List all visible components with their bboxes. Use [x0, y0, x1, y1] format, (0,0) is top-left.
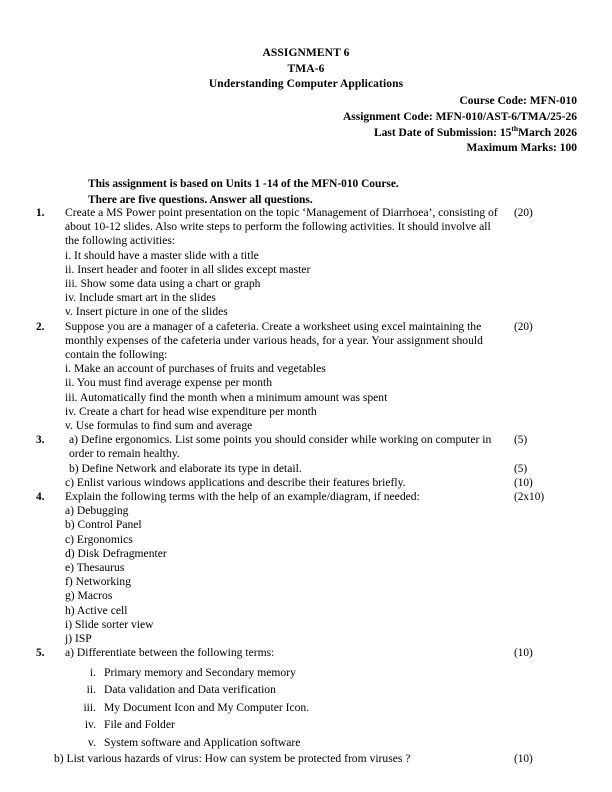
last-date-of-submission — [343, 123, 577, 142]
assignment-subject: Understanding Computer Applications — [208, 78, 404, 90]
question-4-item-c: c) Ergonomics — [65, 532, 133, 546]
question-3 — [0, 433, 612, 461]
question-2-item-v: v. Use formulas to find sum and average — [65, 419, 253, 433]
question-3-part-a: a) Define ergonomics. List some points you should consider while working on computer in order to remain healthy. — [69, 433, 492, 461]
question-3-part-a-marks: (5) — [514, 434, 528, 447]
assignment-instructions — [88, 176, 399, 208]
question-5-item-ii-number: ii. — [86, 683, 96, 697]
question-5 — [0, 646, 612, 660]
submission-ordinal-suffix: th — [511, 123, 519, 133]
question-5-part-a: a) Differentiate between the following terms: — [65, 646, 275, 660]
question-1-item-v: v. Insert picture in one of the slides — [65, 305, 228, 319]
question-4-item-b: b) Control Panel — [65, 518, 142, 532]
submission-month-year: March 2026 — [518, 126, 577, 139]
question-1-body: Create a MS Power point presentation on the topic ‘Management of Diarrhoea’, consisting of about 10-12 slides. Also write steps to perform the following activities. It should involve all the following activities: — [65, 206, 498, 248]
question-4-item-a: a) Debugging — [65, 504, 129, 518]
question-4 — [0, 490, 612, 504]
question-5-item-v — [0, 734, 612, 752]
question-5-item-iii-text: My Document Icon and My Computer Icon. — [104, 700, 310, 714]
question-2-item-iii: iii. Automatically find the month when a minimum amount was spent — [65, 390, 388, 404]
question-5-item-i-text: Primary memory and Secondary memory — [104, 665, 296, 679]
question-5-item-iv — [0, 716, 612, 734]
instructions-answer-all-line: There are five questions. Answer all questions. — [88, 194, 313, 206]
instructions-units-line: This assignment is based on Units 1 -14 of the MFN-010 Course. — [88, 178, 399, 190]
question-5-item-iii — [0, 699, 612, 717]
question-4-body: Explain the following terms with the help of an example/diagram, if needed: — [65, 490, 420, 504]
question-1-marks: (20) — [514, 207, 533, 219]
question-3-part-c-marks: (10) — [514, 476, 533, 489]
question-5-part-b-marks: (10) — [514, 753, 533, 766]
question-3-part-b-marks: (5) — [514, 462, 528, 475]
question-4-marks: (2x10) — [514, 491, 545, 504]
question-5-item-iv-text: File and Folder — [104, 718, 175, 732]
question-4-item-f: f) Networking — [65, 575, 132, 589]
question-5-part-b: b) List various hazards of virus: How can system be protected from viruses ? — [54, 752, 411, 766]
question-4-number: 4. — [36, 491, 45, 504]
question-1-item-iii: iii. Show some data using a chart or graph — [65, 277, 261, 291]
maximum-marks: Maximum Marks: 100 — [466, 142, 577, 155]
question-1 — [0, 206, 612, 249]
question-5-item-v-number: v. — [88, 735, 96, 749]
question-1-item-ii: ii. Insert header and footer in all slides except master — [65, 262, 311, 276]
question-4-item-i: i) Slide sorter view — [65, 617, 154, 631]
question-5-item-v-text: System software and Application software — [104, 735, 301, 749]
question-2-marks: (20) — [514, 320, 533, 333]
question-3-number: 3. — [36, 434, 45, 447]
question-5-item-iv-number: iv. — [84, 718, 96, 732]
question-5-item-i — [0, 664, 612, 682]
question-3-part-c-row — [0, 476, 612, 490]
questions-list — [0, 206, 612, 767]
question-4-item-d: d) Disk Defragmenter — [65, 546, 167, 560]
question-5-item-ii-text: Data validation and Data verification — [104, 683, 276, 697]
question-2-item-i: i. Make an account of purchases of fruits and vegetables — [65, 362, 326, 376]
question-5-part-a-marks: (10) — [514, 647, 533, 660]
question-1-item-iv: iv. Include smart art in the slides — [65, 291, 216, 305]
question-4-item-e: e) Thesaurus — [65, 561, 125, 575]
question-5-number: 5. — [36, 647, 45, 660]
question-3-part-b-row — [0, 462, 612, 476]
question-5-item-iii-number: iii. — [83, 700, 96, 714]
question-5-item-i-number: i. — [89, 665, 96, 679]
assignment-tma-code: TMA-6 — [287, 62, 325, 75]
question-4-item-j: j) ISP — [65, 632, 92, 646]
document-meta-block — [343, 94, 577, 157]
assignment-code: Assignment Code: MFN-010/AST-6/TMA/25-26 — [342, 110, 577, 123]
question-5-item-ii — [0, 681, 612, 699]
assignment-title: ASSIGNMENT 6 — [262, 47, 350, 59]
question-2-item-ii: ii. You must find average expense per month — [65, 376, 273, 390]
question-2-number: 2. — [36, 320, 45, 333]
question-2-item-iv: iv. Create a chart for head wise expenditure per month — [65, 404, 317, 418]
question-2 — [0, 320, 612, 363]
document-title-block — [0, 46, 612, 93]
question-2-body: Suppose you are a manager of a cafeteria. Create a worksheet using excel maintaining the monthly expenses of the cafeteria under various heads, for a year. Your assignment should contain the following: — [65, 319, 483, 362]
question-5-part-b-row — [0, 752, 612, 766]
question-3-part-b: b) Define Network and elaborate its type in detail. — [69, 461, 302, 475]
question-4-item-h: h) Active cell — [65, 603, 128, 617]
question-3-part-c: c) Enlist various windows applications and describe their features briefly. — [65, 475, 406, 489]
course-code: Course Code: MFN-010 — [459, 95, 577, 107]
question-1-item-i: i. It should have a master slide with a title — [65, 248, 259, 262]
question-4-item-g: g) Macros — [65, 589, 113, 603]
question-1-number: 1. — [36, 207, 45, 219]
submission-prefix: Last Date of Submission: 15 — [373, 126, 512, 139]
